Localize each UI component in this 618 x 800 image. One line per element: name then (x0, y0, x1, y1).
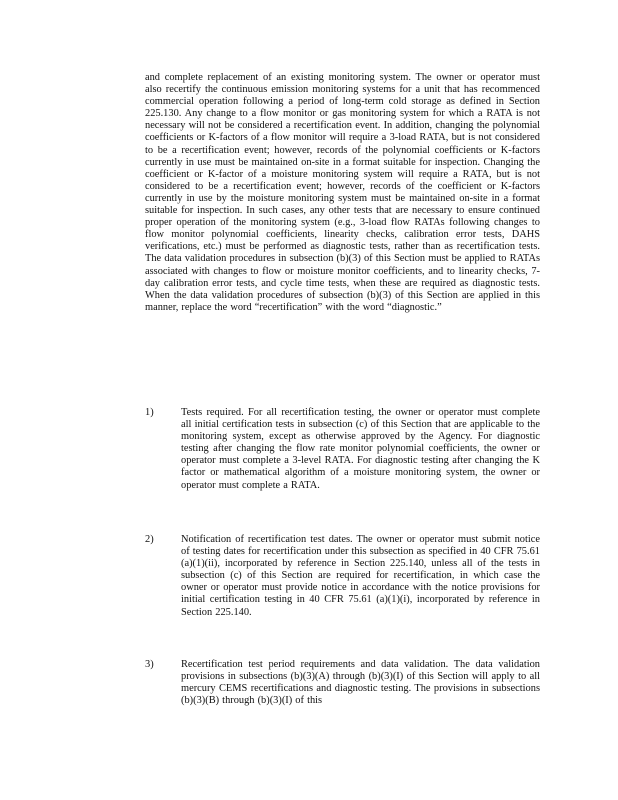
list-item-number: 3) (145, 659, 154, 670)
intro-paragraph: and complete replacement of an existing monitoring system. The owner or operator must also recertify the continuous emission monitoring systems for a unit that has recommenced commercial operation following a period of long-term cold storage as defined in Section 225.130. Any change to a flow monitor or gas monitoring system for which a RATA is not necessary will not be considered a recertification event. In addition, changing the polynomial coefficients or K-factors of a flow monitor will require a 3-load RATA, but is not considered to be a recertification event; however, records of the polynomial coefficients or K-factors currently in use must be maintained on-site in a format suitable for inspection. Changing the coefficient or K-factor of a moisture monitoring system will require a RATA, but is not considered to be a recertification event; however, records of the coefficient or K-factors currently in use by the moisture monitoring system must be maintained on-site in a format suitable for inspection. In such cases, any other tests that are necessary to ensure continued proper operation of the monitoring system (e.g., 3-load flow RATAs following changes to flow monitor polynomial coefficients, linearity checks, calibration error tests, DAHS verifications, etc.) must be performed as diagnostic tests, rather than as recertification tests. The data validation procedures in subsection (b)(3) of this Section must be applied to RATAs associated with changes to flow or moisture monitor coefficients, and to linearity checks, 7-day calibration error tests, and cycle time tests, when these are required as diagnostic tests. When the data validation procedures of subsection (b)(3) of this Section are applied in this manner, replace the word “recertification” with the word “diagnostic.” (145, 72, 540, 313)
list-item-number: 2) (145, 534, 154, 545)
list-item-text: Tests required. For all recertification testing, the owner or operator must complete all initial certification tests in subsection (c) of this Section that are applicable to the monitoring system, except as otherwise approved by the Agency. For diagnostic testing after changing the flow rate monitor polynomial coefficients, the owner or operator must complete a 3-level RATA. For diagnostic testing after changing the K factor or mathematical algorithm of a moisture monitoring system, the owner or operator must complete a RATA. (181, 407, 540, 491)
list-item-text: Recertification test period requirements and data validation. The data validation provisions in subsections (b)(3)(A) through (b)(3)(I) of this Section will apply to all mercury CEMS recertifications and diagnostic testing. The provisions in subsections (b)(3)(B) through (b)(3)(I) of this (181, 659, 540, 707)
list-item-text: Notification of recertification test dates. The owner or operator must submit notice of testing dates for recertification under this subsection as specified in 40 CFR 75.61 (a)(1)(ii), incorporated by reference in Section 225.140, unless all of the tests in subsection (c) of this Section are required for recertification, in which case the owner or operator must provide notice in accordance with the notice provisions for initial certification testing in 40 CFR 75.61 (a)(1)(i), incorporated by reference in Section 225.140. (181, 534, 540, 618)
list-item-number: 1) (145, 407, 154, 418)
